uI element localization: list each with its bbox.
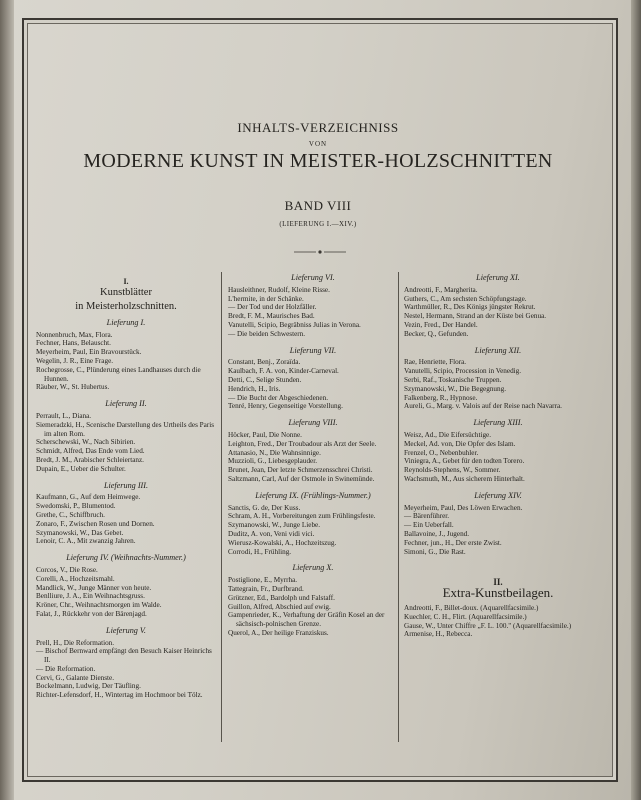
list-item: — Bärenführer. [404,512,450,521]
list-item: Andreotti, F., Billet-doux. (Aquarellfacsimile.) [404,603,539,612]
list-item: Muzzioli, G., Liebesgeplauder. [228,457,318,466]
list-item: Hausleithner, Rudolf, Kleine Risse. [228,285,330,294]
list-item: — Der Tod und der Holzfäller. [228,303,317,312]
list-item: Bockelmann, Ludwig, Der Täufling. [36,682,141,691]
list-item: — Die Bucht der Abgeschiedenen. [228,393,328,402]
list-item: Meckel, Ad. von, Die Opfer des Islam. [404,439,516,448]
list-item: Szymanowski, W., Junge Liebe. [228,521,321,530]
section-heading: Lieferung V. [106,625,146,635]
list-item: Simoni, G., Die Rast. [404,547,466,556]
list-item: — Bischof Bernward empfängt den Besuch Kaiser Heinrichs II. [36,647,212,665]
list-item: Szymanowski, W., Das Gebet. [36,528,124,537]
extra-part-title: Extra-Kunstbeilagen. [442,585,554,601]
section-heading: Lieferung XIII. [473,418,523,428]
list-item: Kaulbach, F. A. von, Kinder-Carneval. [228,367,339,376]
list-item: Höcker, Paul, Die Nonne. [228,430,302,439]
list-item: Rae, Henriette, Flora. [404,358,467,367]
list-item: Meyerheim, Paul, Ein Bravourstück. [36,348,142,357]
list-item: Prell, H., Die Reformation. [36,638,115,647]
list-item: Saltzmann, Carl, Auf der Ostmole in Swinemünde. [228,474,375,483]
list-item: Reynolds-Stephens, W., Sommer. [404,466,501,475]
list-item: Sanctis, G. de, Der Kuss. [228,503,301,512]
list-item: Schmidt, Alfred, Das Ende vom Lied. [36,447,145,456]
list-item: Vezin, Fred., Der Handel. [404,320,478,329]
list-item: Becker, Q., Gefunden. [404,329,469,338]
part-title-line-1: Kunstblätter [100,286,152,298]
ornament-divider-icon [294,250,346,254]
list-item: Warthmüller, R., Des Königs jüngster Rekrut. [404,303,536,312]
extra-part-number: II. [493,577,503,588]
list-item: Guthers, C., Am sechsten Schöpfungstage. [404,294,527,303]
list-item: Guillon, Alfred, Abschied auf ewig. [228,602,331,611]
list-item: Serbi, Raf., Toskanische Truppen. [404,375,502,384]
heading-von: VON [308,140,328,148]
list-item: Dupain, E., Ueber die Schulter. [36,464,126,473]
list-item: Fechner, jun., H., Der erste Zwist. [404,538,502,547]
list-item: Hendrich, H., Iris. [228,384,281,393]
list-item: — Die Reformation. [36,664,96,673]
section-heading: Lieferung VIII. [288,418,338,428]
extra-items-list [404,604,592,639]
list-item: Viniegra, A., Gebet für den todten Torero. [404,457,525,466]
list-item: Perrault, L., Diana. [36,411,92,420]
list-item: Querol, A., Der heilige Franziskus. [228,628,329,637]
list-item: Nonnenbruch, Max, Flora. [36,330,113,339]
section-list [228,274,398,638]
lieferung-range: (LIEFERUNG I.—XIV.) [279,220,357,228]
list-item: — Die beiden Schwestern. [228,329,306,338]
list-item: Swedomski, P., Blumentod. [36,502,116,511]
list-item: Falkenberg, R., Hypnose. [404,393,478,402]
book-spine-shadow [0,0,14,800]
list-item: Armenise, H., Rebecca. [404,630,473,639]
list-item: Siemeradzki, H., Scenische Darstellung des Urtheils des Paris im alten Rom. [36,420,215,438]
list-item: Frenzel, O., Nebenbuhler. [404,448,479,457]
contents-column-3 [404,268,592,639]
list-item: Bredt, J. M., Arabischer Schleiertanz. [36,455,144,464]
section-heading: Lieferung XII. [474,345,522,355]
list-item: Zonaro, F., Zwischen Rosen und Dornen. [36,519,155,528]
part-number: I. [123,277,129,286]
column-divider-right [398,272,399,742]
list-item: Kröner, Chr., Weihnachtsmorgen im Walde. [36,601,162,610]
contents-column-1 [36,268,216,700]
list-item: Wierusz-Kowalski, A., Hochzeitszug. [228,538,337,547]
page-edge-shadow [631,0,641,800]
list-item: Mandlick, W., Junge Männer von heute. [36,583,152,592]
list-item: — Ein Ueberfall. [404,521,454,530]
list-item: Gause, W., Unter Chiffre „F. L. 100." (Aquarellfacsimile.) [404,621,572,630]
list-item: Benlliure, J. A., Ein Weihnachtsgruss. [36,592,145,601]
list-item: Bredt, F. M., Maurisches Bad. [228,312,315,321]
list-item: Wegelin, J. R., Eine Frage. [36,356,114,365]
list-item: Aureli, G., Marg. v. Valois auf der Reise nach Navarra. [404,402,562,411]
list-item: Andreotti, F., Margherita. [404,285,478,294]
section-heading: Lieferung VII. [289,345,337,355]
list-item: Grethe, C., Schiffbruch. [36,510,105,519]
list-item: Fechner, Hans, Belauscht. [36,339,111,348]
list-item: Constant, Benj., Zoraïda. [228,358,301,367]
list-item: Kaufmann, G., Auf dem Heimwege. [36,493,141,502]
section-heading: Lieferung XIV. [474,490,522,500]
list-item: Corelli, A., Hochzeitsmahl. [36,574,115,583]
list-item: Duditz, A. von, Veni vidi vici. [228,529,315,538]
list-item: Kuechler, C. H., Flirt. (Aquarellfacsimile.) [404,612,527,621]
list-item: Rochegrosse, C., Plünderung eines Landhauses durch die Hunnen. [36,365,201,383]
section-heading: Lieferung II. [105,399,147,409]
list-item: Richter-Lefensdorf, H., Wintertag im Hochmoor bei Tölz. [36,691,203,700]
list-item: Attanasio, N., Die Wahnsinnige. [228,448,321,457]
list-item: Lenoir, C. A., Mit zwanzig Jahren. [36,537,136,546]
list-item: Ballavoine, J., Jugend. [404,529,470,538]
list-item: Vanutelli, Scipio, Procession in Venedig. [404,367,522,376]
section-heading: Lieferung III. [103,480,149,490]
list-item: Leighton, Fred., Der Troubadour als Arzt der Seele. [228,439,377,448]
list-item: L'hermite, in der Schänke. [228,294,304,303]
list-item: Falat, J., Rückkehr von der Bärenjagd. [36,609,147,618]
column-divider-left [221,272,222,742]
contents-column-2 [228,268,398,638]
list-item: Schram, A. H., Vorbereitungen zum Frühlingsfeste. [228,512,376,521]
section-heading: Lieferung IV. (Weihnachts-Nummer.) [66,553,186,563]
list-item: Tenré, Henry, Gegenseitige Vorstellung. [228,402,343,411]
section-heading: Lieferung IX. (Frühlings-Nummer.) [255,490,371,500]
list-item: Brunet, Jean, Der letzte Schmerzensschrei Christi. [228,466,373,475]
list-item: Grützner, Ed., Bardolph und Falstaff. [228,593,335,602]
list-item: Wachsmuth, M., Aus sicherem Hinterhalt. [404,474,525,483]
list-item: Weisz, Ad., Die Eifersüchtige. [404,430,492,439]
section-heading: Lieferung XI. [476,273,520,282]
section-list [36,319,216,700]
list-item: Räuber, W., St. Hubertus. [36,383,110,392]
list-item: Detti, C., Selige Stunden. [228,375,302,384]
band-label: BAND VIII [284,198,352,213]
list-item: Corrodi, H., Frühling. [228,547,292,556]
list-item: Tattegrain, Fr., Durfbrand. [228,584,304,593]
list-item: Corcos, V., Die Rose. [36,565,98,574]
part-title-line-2: in Meisterholzschnitten. [75,300,177,312]
list-item: Nestel, Hermann, Strand an der Küste bei Genua. [404,312,547,321]
publication-title: MODERNE KUNST IN MEISTER-HOLZSCHNITTEN [83,150,553,172]
list-item: Scherschewski, W., Nach Sibirien. [36,438,136,447]
section-list [404,274,592,556]
contents-heading: INHALTS-VERZEICHNISS [237,120,399,135]
section-heading: Lieferung I. [106,317,146,327]
list-item: Meyerheim, Paul, Des Löwen Erwachen. [404,503,523,512]
section-heading: Lieferung X. [292,563,334,573]
list-item: Gampenrieder, K., Verhaftung der Gräfin Kosel an der sächsisch-polnischen Grenze. [228,611,385,629]
list-item: Vanutelli, Scipio, Begräbniss Julias in Verona. [228,320,361,329]
list-item: Postiglione, E., Myrrha. [228,576,298,585]
list-item: Cervi, G., Galante Dienste. [36,673,115,682]
section-heading: Lieferung VI. [291,273,335,282]
list-item: Szymanowski, W., Die Begegnung. [404,384,507,393]
